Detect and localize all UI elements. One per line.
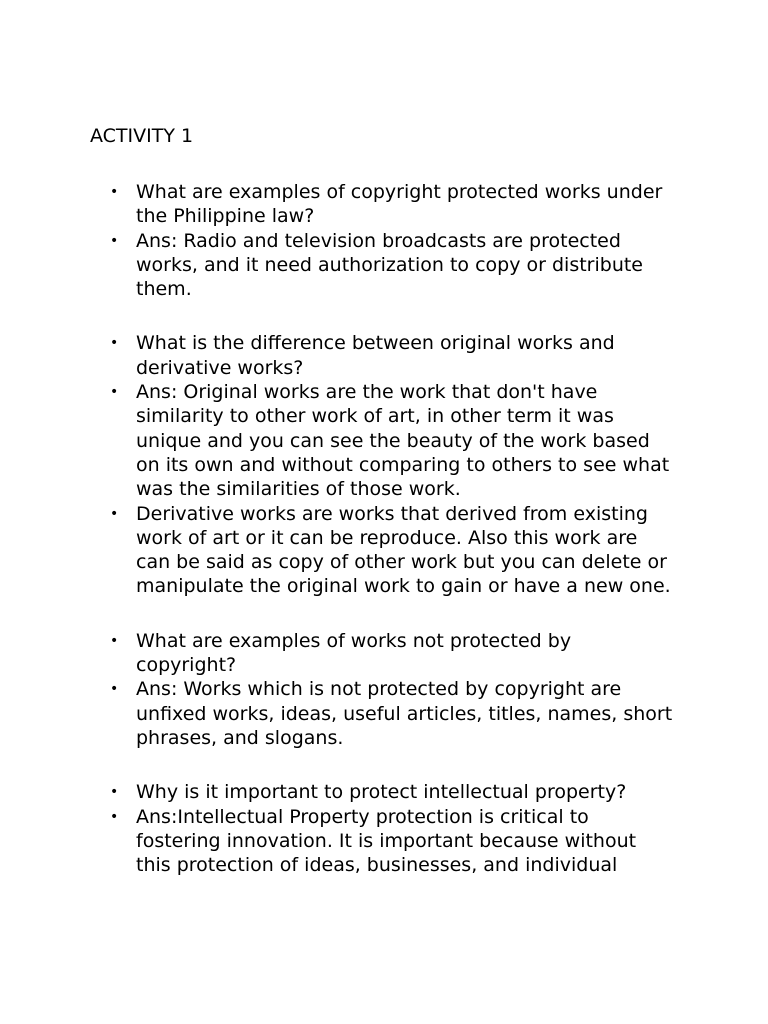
question-item [0,331,676,380]
bullet-icon: • [110,632,119,649]
question-text: What is the difference between original works and derivative works? [136,332,615,379]
qa-group-1 [0,180,768,301]
answer-text: Ans: Original works are the work that don't have similarity to other work of art, in other term it was unique and you can see the beauty of the work based on its own and without comparing to others to see what was the similarities of those work. [136,381,670,501]
bullet-icon: • [110,232,119,249]
answer-text: Ans: Radio and television broadcasts are protected works, and it need authorization to copy or distribute them. [136,229,643,301]
answer-item [0,229,676,302]
bullet-icon: • [110,681,119,698]
question-item [0,180,676,229]
answer-item [0,677,676,750]
bullet-icon: • [110,184,119,200]
bullet-icon: • [110,335,119,352]
question-text: What are examples of works not protected by copyright? [136,629,572,677]
answer-text: Ans: Works which is not protected by copyright are unfixed works, ideas, useful articles, titles, names, short phrases, and slogans. [136,678,673,749]
answer-item [0,380,676,501]
bullet-icon: • [110,784,119,801]
qa-list [0,180,768,907]
answer-item [0,805,676,878]
page-title: ACTIVITY 1 [90,125,194,147]
qa-group-2 [0,331,768,598]
answer-text: Ans:Intellectual Property protection is critical to fostering innovation. It is important because without this protection of ideas, businesses, and individual [136,805,637,877]
bullet-icon: • [110,384,119,401]
question-item [0,629,676,678]
qa-group-4 [0,780,768,877]
question-text: What are examples of copyright protected works under the Philippine law? [136,181,663,228]
qa-group-3 [0,629,768,750]
answer-item [0,502,676,599]
bullet-icon: • [110,505,119,522]
question-item [0,780,676,804]
question-text: Why is it important to protect intellectual property? [136,781,627,804]
bullet-icon: • [110,808,119,825]
answer-text: Derivative works are works that derived from existing work of art or it can be reproduce. Also this work are can be said as copy of other work but you can delete or manipulate the original work to gain or have a new one. [136,502,671,598]
